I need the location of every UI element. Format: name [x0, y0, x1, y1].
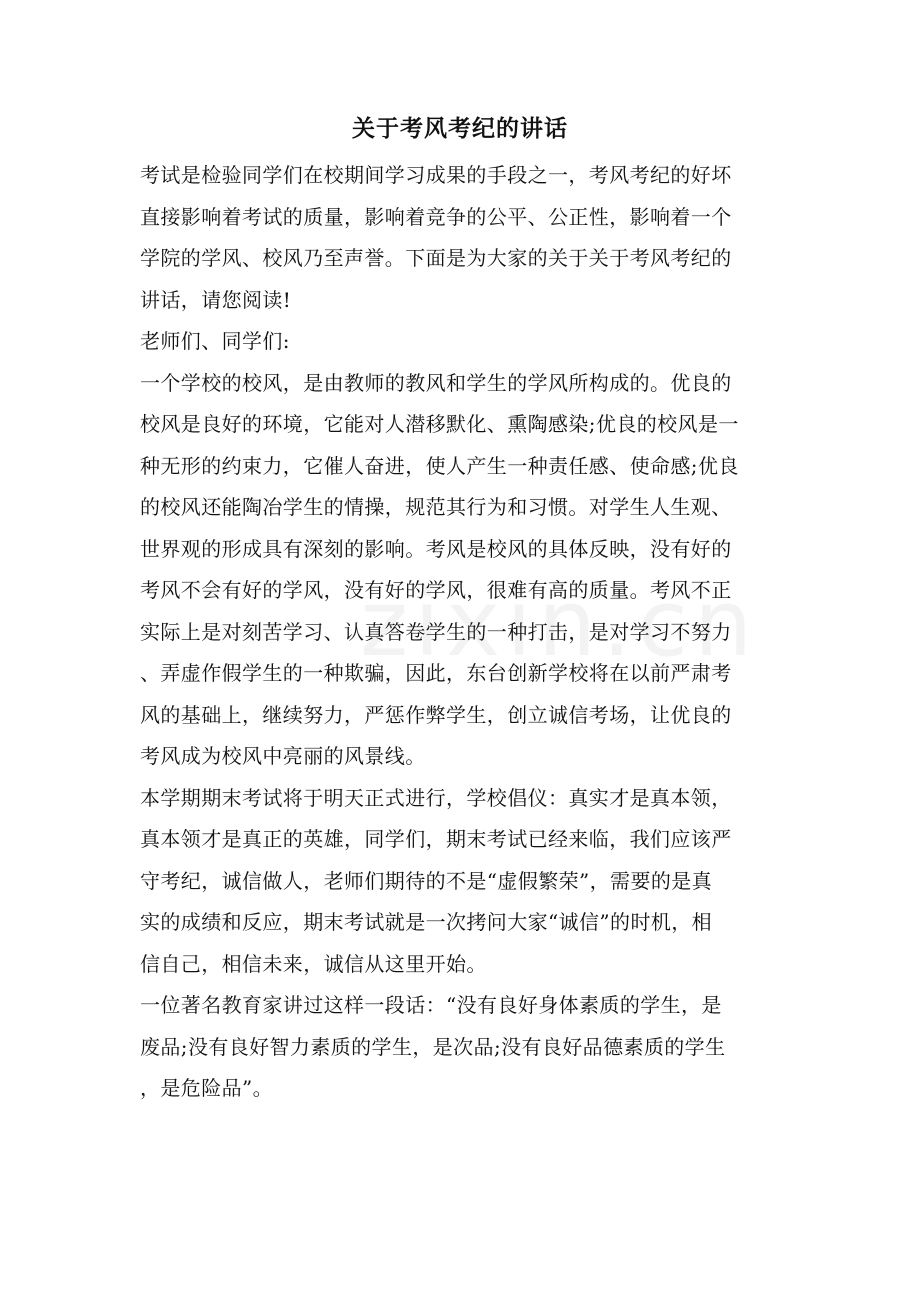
body-line: 一个学校的校风，是由教师的教风和学生的学风所构成的。优良的: [140, 370, 732, 395]
body-line: 校风是良好的环境，它能对人潜移默化、熏陶感染;优良的校风是一: [140, 412, 739, 436]
body-line: 废品;没有良好智力素质的学生，是次品;没有良好品德素质的学生: [140, 1034, 726, 1059]
body-line: 的校风还能陶冶学生的情操，规范其行为和习惯。对学生人生观、: [140, 495, 732, 519]
body-line: 实的成绩和反应，期末考试就是一次拷问大家“诚信”的时机，相: [140, 910, 713, 934]
document-title: 关于考风考纪的讲话: [352, 115, 568, 142]
body-line: 考试是检验同学们在校期间学习成果的手段之一，考风考纪的好坏: [140, 163, 732, 187]
salutation: 老师们、同学们:: [140, 329, 290, 353]
body-line: 真本领才是真正的英雄，同学们，期末考试已经来临，我们应该严: [140, 827, 732, 851]
body-line: 守考纪，诚信做人，老师们期待的不是“虚假繁荣”，需要的是真: [140, 868, 713, 893]
body-line: 学院的学风、校风乃至声誉。下面是为大家的关于关于考风考纪的: [140, 246, 732, 270]
body-line: 世界观的形成具有深刻的影响。考风是校风的具体反映，没有好的: [140, 536, 732, 561]
body-line: 本学期期末考试将于明天正式进行，学校倡仪：真实才是真本领，: [140, 785, 732, 810]
body-line: 直接影响着考试的质量，影响着竞争的公平、公正性，影响着一个: [140, 204, 732, 229]
body-line: 信自己，相信未来，诚信从这里开始。: [140, 951, 487, 976]
body-line: 考风成为校风中亮丽的风景线。: [140, 744, 426, 768]
body-line: 、弄虚作假学生的一种欺骗，因此，东台创新学校将在以前严肃考: [140, 661, 732, 685]
body-line: 风的基础上，继续努力，严惩作弊学生，创立诚信考场，让优良的: [140, 702, 732, 727]
body-line: ，是危险品”。: [140, 1076, 274, 1100]
body-line: 实际上是对刻苦学习、认真答卷学生的一种打击，是对学习不努力: [140, 619, 732, 644]
body-line: 一位著名教育家讲过这样一段话：“没有良好身体素质的学生，是: [140, 993, 722, 1017]
body-line: 讲话，请您阅读!: [140, 287, 292, 312]
document-body: [140, 155, 780, 1110]
body-line: 种无形的约束力，它催人奋进，使人产生一种责任感、使命感;优良: [140, 453, 739, 478]
body-line: 考风不会有好的学风，没有好的学风，很难有高的质量。考风不正: [140, 578, 732, 602]
